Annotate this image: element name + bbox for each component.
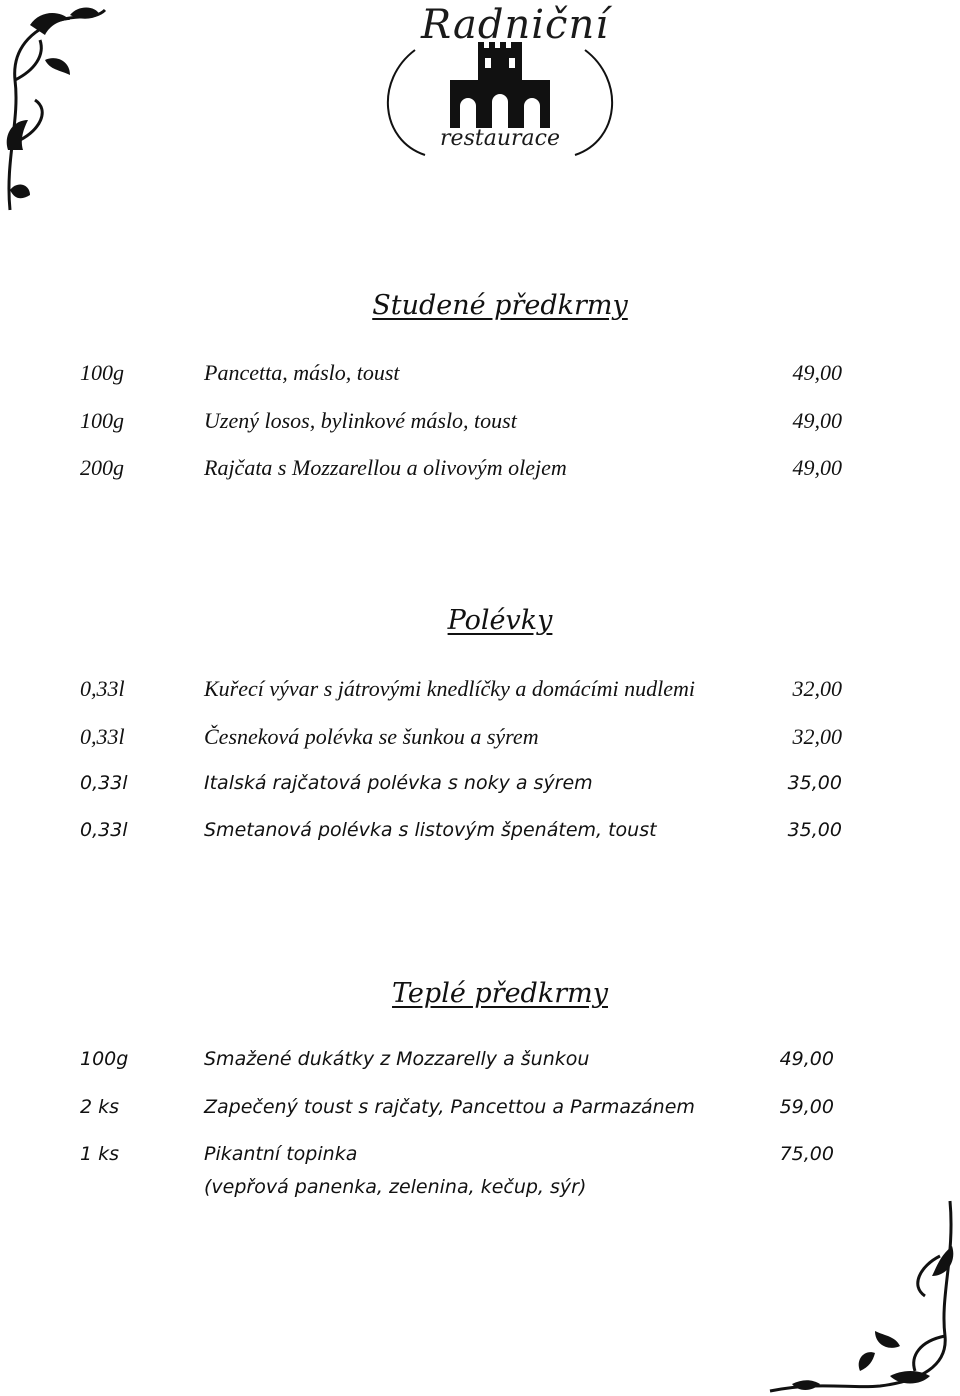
item-name: Smažené dukátky z Mozzarelly a šunkou — [204, 1048, 590, 1070]
item-name: Zapečený toust s rajčaty, Pancettou a Parmazánem — [204, 1096, 695, 1118]
item-name: Pikantní topinka — [204, 1143, 358, 1165]
section-title-soups: Polévky — [447, 605, 553, 636]
menu-item — [0, 1048, 960, 1088]
item-quantity: 1 ks — [80, 1143, 120, 1165]
item-name: Smetanová polévka s listovým špenátem, toust — [204, 819, 657, 841]
item-quantity: 200g — [80, 455, 124, 480]
logo-subtitle: restaurace — [440, 126, 560, 151]
item-price: 49,00 — [792, 455, 842, 480]
item-note: (vepřová panenka, zelenina, kečup, sýr) — [204, 1176, 587, 1198]
item-price: 49,00 — [779, 1048, 834, 1070]
menu-item — [0, 1143, 960, 1213]
item-price: 49,00 — [792, 360, 842, 385]
item-quantity: 100g — [80, 408, 124, 433]
logo-title: Radniční — [421, 2, 609, 48]
section-title-cold-starters: Studené předkrmy — [372, 290, 628, 321]
item-quantity: 2 ks — [80, 1096, 120, 1118]
item-price: 32,00 — [792, 724, 842, 749]
item-price: 49,00 — [792, 408, 842, 433]
item-price: 59,00 — [779, 1096, 834, 1118]
item-quantity: 0,33l — [80, 772, 128, 794]
item-price: 35,00 — [787, 819, 842, 841]
item-quantity: 100g — [80, 1048, 129, 1070]
menu-item — [0, 455, 960, 495]
corner-ornament-top-left — [0, 0, 110, 215]
item-name: Pancetta, máslo, toust — [204, 360, 400, 385]
item-name: Česneková polévka se šunkou a sýrem — [204, 724, 539, 749]
item-quantity: 0,33l — [80, 819, 128, 841]
menu-item — [0, 360, 960, 400]
menu-item — [0, 1096, 960, 1136]
item-quantity: 0,33l — [80, 724, 125, 749]
item-name: Rajčata s Mozzarellou a olivovým olejem — [204, 455, 567, 480]
menu-item — [0, 819, 960, 859]
section-title-warm-starters: Teplé předkrmy — [392, 978, 608, 1009]
item-quantity: 100g — [80, 360, 124, 385]
menu-item — [0, 724, 960, 764]
menu-item — [0, 772, 960, 812]
menu-item — [0, 408, 960, 448]
item-price: 32,00 — [792, 676, 842, 701]
item-quantity: 0,33l — [80, 676, 125, 701]
corner-ornament-bottom-right — [760, 1196, 960, 1396]
item-name: Italská rajčatová polévka s noky a sýrem — [204, 772, 593, 794]
item-price: 75,00 — [779, 1143, 834, 1165]
item-name: Kuřecí vývar s játrovými knedlíčky a domácími nudlemi — [204, 676, 695, 701]
item-name: Uzený losos, bylinkové máslo, toust — [204, 408, 517, 433]
item-price: 35,00 — [787, 772, 842, 794]
menu-item — [0, 676, 960, 716]
